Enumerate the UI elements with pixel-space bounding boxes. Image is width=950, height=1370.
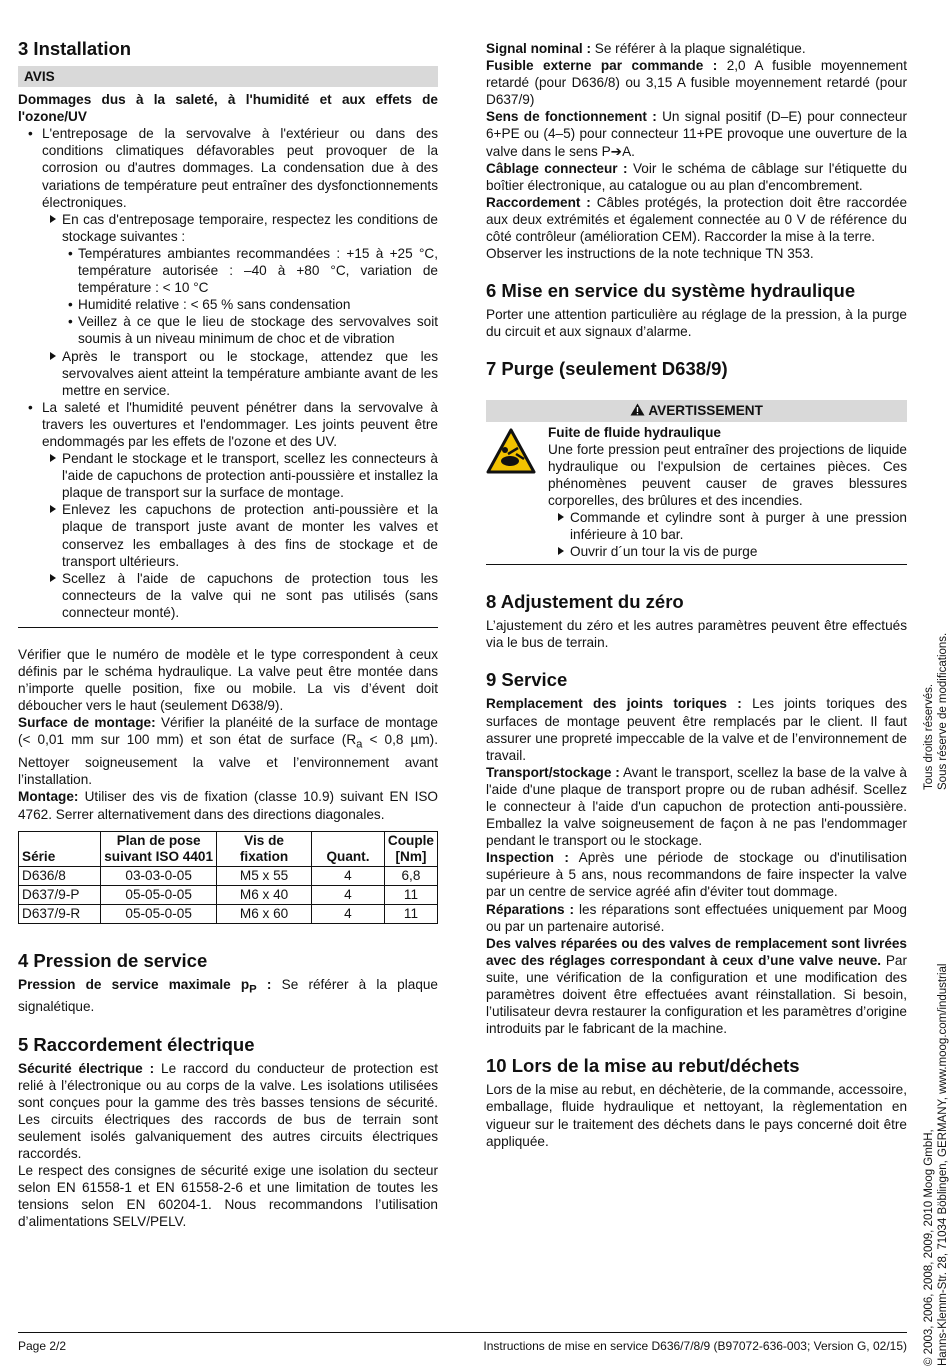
section-4-title: 4 Pression de service (18, 949, 208, 971)
paragraph: Signal nominal : Se référer à la plaque signalétique. (486, 41, 806, 56)
table-cell: M5 x 55 (217, 866, 312, 885)
list-item: Commande et cylindre sont à purger à une pression inférieure à 10 bar. (548, 509, 907, 543)
side-copyright: © 2003, 2006, 2008, 2009, 2010 Moog GmbH, Hanns-Klemm-Str. 28, 71034 Böblingen, GERMANY, www.moog.com/industrial (923, 963, 949, 1366)
paragraph: Réparations : les réparations sont effectuées uniquement par Moog ou par un partenaire autorisé. (486, 901, 907, 934)
section-3-title: 3 Installation (18, 38, 132, 59)
paragraph: Observer les instructions de la note technique TN 353. (486, 246, 814, 262)
list-item: Enlevez les capuchons de protection anti-poussière et la plaque de transport juste avant de monter les valves et conservez les emballages à des fins de stockage et de transport ultérieurs. (18, 501, 438, 569)
paragraph: Raccordement : Câbles protégés, la protection doit être raccordée aux deux extrémités et également connectée au 0 V de référence du côté contrôleur (amélioration CEM). Raccorder la mise à la terre. (486, 194, 907, 245)
paragraph: Porter une attention particulière au réglage de la pression, à la purge du circuit et aux signaux d’alarme. (486, 307, 907, 340)
list-item: En cas d'entreposage temporaire, respectez les conditions de stockage suivantes : (18, 211, 438, 245)
section-9-title: 9 Service (486, 669, 568, 691)
footer-divider (18, 1332, 907, 1333)
section-10-title: 10 Lors de la mise au rebut/déchets (486, 1055, 800, 1077)
paragraph: Inspection : Après une période de stockage ou d'inutilisation supérieure à 5 ans, nous recommandons de faire inspecter la valve par un centre de service agréé afin d'éviter tout dommage. (486, 850, 907, 900)
table-cell: 05-05-0-05 (101, 885, 217, 904)
table-cell: 4 (312, 866, 385, 885)
table-header-cell: Série (19, 831, 101, 866)
left-column (18, 38, 438, 1231)
paragraph: Sécurité électrique : Le raccord du conducteur de protection est relié à l’électronique ou au corps de la valve. Les isolations utilisées sont conçues pour la gamme des très basses tensions de sécurité. Les circuits électriques des raccords de bus de terrain sont seulement isolés galvaniquement des autres circuits électriques raccordés. (18, 1060, 439, 1162)
table-header-cell: Couple [Nm] (384, 831, 437, 866)
side-rights: Tous droits réservés. Sous réserve de modifications. (923, 632, 949, 790)
table-cell: 03-03-0-05 (101, 866, 217, 885)
table-cell: 6,8 (384, 866, 437, 885)
paragraph: Fusible externe par commande : 2,0 A fusible moyennement retardé (pour D636/8) ou 3,15 A fusible moyennement retardé (pour D637/9) (486, 58, 907, 108)
warning-bar (486, 400, 907, 421)
paragraph: Remplacement des joints toriques : Les joints toriques des surfaces de montage peuvent être remplacés par le client. Il faut assurer une propreté impeccable de la valve et de l’environnement de travail. (486, 696, 907, 763)
paragraph: Pression de service maximale $p_P$ : Se référer à la plaque signalétique. (18, 976, 438, 1015)
notice-divider (18, 627, 438, 628)
mounting-table (18, 831, 438, 924)
table-cell: 11 (384, 885, 437, 904)
paragraph: Câblage connecteur : Voir le schéma de câblage sur l'étiquette du boîtier électronique, au catalogue ou au plan d'encombrement. (486, 160, 908, 193)
right-column (486, 40, 907, 1150)
table-header-cell: Quant. (312, 831, 385, 866)
list-item: • Températures ambiantes recommandées : +15 à +25 °C, température autorisée : –40 à +80 °C, variation de température : < 10 °C (18, 245, 438, 296)
table-header-cell: Plan de pose suivant ISO 4401 (101, 831, 217, 866)
paragraph: Vérifier que le numéro de modèle et le type correspondent à ceux définis par le schéma hydraulique. La valve peut être montée dans n’importe quelle position, fixe ou mobile. La vis d’évent doit déboucher vers le haut (seulement D638/9). (18, 647, 438, 714)
list-item: Après le transport ou le stockage, attendez que les servovalves aient atteint la température ambiante avant de les mettre en service. (18, 348, 438, 399)
warning-heading: Fuite de fluide hydraulique (548, 424, 721, 440)
paragraph: Montage: Utiliser des vis de fixation (classe 10.9) suivant EN ISO 4762. Serrer alternativement dans des directions diagonales. (18, 789, 438, 822)
paragraph: L’ajustement du zéro et les autres paramètres peuvent être effectués via le bus de terrain. (486, 618, 907, 651)
paragraph: Surface de montage: Vérifier la planéité de la surface de montage (< 0,01 mm sur 100 mm) et son état de surface ($R_a < 0,8$ µm). Nettoyer soigneusement la valve et l’environnement avant l’installation. (18, 715, 438, 788)
section-6-title: 6 Mise en service du système hydraulique (486, 280, 856, 302)
table-header-cell: Vis de fixation (217, 831, 312, 866)
table-cell: D636/8 (19, 866, 101, 885)
list-item: Pendant le stockage et le transport, scellez les connecteurs à l'aide de capuchons de protection anti-poussière et installez la plaque de transport sur la surface de montage. (18, 450, 438, 501)
section-8-title: 8 Adjustement du zéro (486, 591, 684, 613)
page-number: Page 2/2 (18, 1339, 67, 1353)
paragraph: Transport/stockage : Avant le transport, scellez la base de la valve à l'aide d'une plaque de transport propre ou de ruban adhésif. Scellez le connecteur à l'aide d'un capuchon de protection anti-poussière. Emballez la valve soigneusement de façon à ne pas l'endommager pendant le transport ou le stockage. (486, 764, 907, 849)
table-cell: 4 (312, 904, 385, 923)
section-5-title: 5 Raccordement électrique (18, 1033, 255, 1055)
warning-text: Une forte pression peut entraîner des projections de liquide hydraulique ou l'expulsion de certaines pièces. Ces phénomènes peuvent causer de graves blessures corporelles, des brûlures et des incendies. (548, 441, 907, 508)
table-cell: 05-05-0-05 (101, 904, 217, 923)
table-cell: M6 x 40 (217, 885, 312, 904)
warning-label: AVERTISSEMENT (648, 403, 763, 419)
list-item: • Humidité relative : < 65 % sans condensation (18, 296, 438, 313)
paragraph: Sens de fonctionnement : Un signal positif (D–E) pour connecteur 6+PE ou (4–5) pour connecteur 11+PE provoque une ouverture de la valve dans le sens P➔A. (486, 109, 907, 159)
table-cell: 11 (384, 904, 437, 923)
table-cell: M6 x 60 (217, 904, 312, 923)
notice-heading: Dommages dus à la saleté, à l'humidité et aux effets de l'ozone/UV (18, 92, 438, 125)
document-reference: Instructions de mise en service D636/7/8/9 (B97072-636-003; Version G, 02/15) (483, 1339, 907, 1353)
hydraulic-fluid-hazard-icon (486, 422, 548, 561)
notice-bar: AVIS (18, 66, 438, 87)
table-row (19, 885, 438, 904)
warning-triangle-icon (630, 403, 648, 418)
paragraph: Lors de la mise au rebut, en déchèterie, de la commande, accessoire, emballage, fluide hydraulique et nettoyant, la règlementation en vigueur sur le traitement des déchets dans le pays concerné doit être appliquée. (486, 1082, 907, 1149)
table-cell: 4 (312, 885, 385, 904)
paragraph: Des valves réparées ou des valves de remplacement sont livrées avec des réglages correspondant à ceux d’une valve neuve. Par suite, une vérification de la configuration et une modification des paramètres doivent être effectuées avant réinstallation. Si besoin, l’utilisateur devra restaurer la configuration et les paramètres d’origine introduits par le fabricant de la machine. (486, 935, 908, 1037)
list-item: • Veillez à ce que le lieu de stockage des servovalves soit soumis à un niveau minimum de choc et de vibration (18, 313, 438, 347)
table-cell: D637/9-R (19, 904, 101, 923)
section-7-title: 7 Purge (seulement D638/9) (486, 358, 728, 380)
list-item: • La saleté et l'humidité peuvent pénétrer dans la servovalve à travers les ouvertures et l'endommager. Les joints peuvent être endommagés par les effets de l'ozone et des UV. (18, 399, 438, 450)
warning-divider (486, 564, 907, 565)
list-item: Scellez à l'aide de capuchons de protection tous les connecteurs de la valve qui ne sont pas utilisés (sans connecteur monté). (18, 570, 438, 621)
warning-box (486, 400, 907, 565)
paragraph: Le respect des consignes de sécurité exige une isolation du secteur selon EN 61558-1 et EN 61558-2-6 et une limitation de toutes les tensions selon EN 60204-1. Nous recommandons l’utilisation d’alimentations SELV/PELV. (18, 1163, 438, 1230)
table-row (19, 866, 438, 885)
list-item: • L'entreposage de la servovalve à l'extérieur ou dans des conditions climatiques défavorables peut provoquer de la corrosion ou d'autres dommages. La condensation due à des variations de température peut entraîner des dysfonctionnements électroniques. (18, 125, 438, 210)
table-cell: D637/9-P (19, 885, 101, 904)
list-item: Ouvrir d´un tour la vis de purge (548, 543, 907, 560)
table-row (19, 904, 438, 923)
